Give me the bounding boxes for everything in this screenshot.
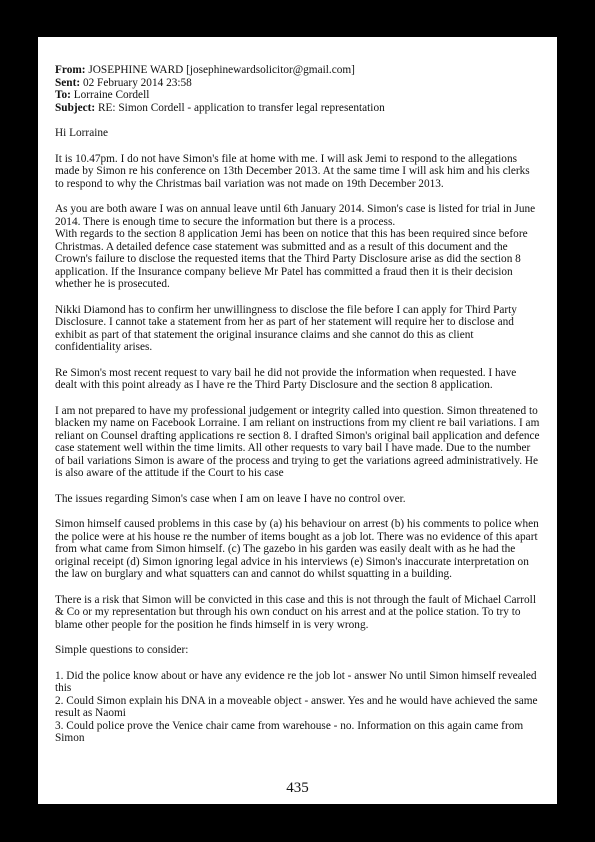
- paragraph: As you are both aware I was on annual leave until 6th January 2014. Simon's case is listed for trial in June 2014. There is enough time to secure the information but there is a process.: [55, 203, 536, 228]
- paragraph: There is a risk that Simon will be convicted in this case and this is not through the fault of Michael Carroll & Co or my representation but through his own conduct on his arrest and at the police station. To try to blame other people for the position he finds himself in is very wrong.: [55, 593, 536, 631]
- paragraph: Re Simon's most recent request to vary bail he did not provide the information when requested. I have dealt with this point already as I have re the Third Party Disclosure and the section 8 application.: [55, 366, 517, 391]
- to-value: Lorraine Cordell: [73, 89, 150, 101]
- email-body: [55, 64, 541, 745]
- sent-value: 02 February 2014 23:58: [82, 76, 192, 89]
- from-line: [55, 64, 541, 77]
- greeting: Hi Lorraine: [55, 127, 109, 139]
- paragraph: With regards to the section 8 application Jemi has been on notice that this has been required since before Christmas. A detailed defence case statement was submitted and as a result of this document and the Crown's failure to disclose the requested items that the Third Party Disclosure arise as did the section 8 application. If the Insurance company believe Mr Patel has committed a fraud then it is their decision whether he is prosecuted.: [55, 228, 528, 290]
- from-label: From:: [55, 64, 86, 76]
- subject-line: [55, 102, 541, 115]
- question-item: 2. Could Simon explain his DNA in a moveable object - answer. Yes and he would have achieved the same result as Naomi: [55, 694, 538, 719]
- from-value: JOSEPHINE WARD [josephinewardsolicitor@gmail.com]: [88, 64, 355, 76]
- document-page: [38, 37, 557, 804]
- questions-list: [55, 670, 541, 745]
- paragraph: Nikki Diamond has to confirm her unwillingness to disclose the file before I can apply for Third Party Disclosure. I cannot take a statement from her as part of her statement will require her to disclose and exhibit as part of that statement the original insurance claims and she cannot do this as client confidentiality arises.: [55, 303, 517, 353]
- to-label: To:: [55, 89, 71, 101]
- to-line: [55, 89, 541, 102]
- paragraph: The issues regarding Simon's case when I am on leave I have no control over.: [55, 492, 406, 505]
- paragraph: Simon himself caused problems in this case by (a) his behaviour on arrest (b) his comments to police when the police were at his house re the number of items bought as a job lot. There was no evidence of this apart from what came from Simon himself. (c) The gazebo in his garden was easily dealt with as he had the original receipt (d) Simon ignoring legal advice in his interviews (e) Simon's inaccurate interpretation on the law on burglary and what squatters can and cannot do whilst squatting in a building.: [55, 518, 539, 580]
- subject-label: Subject:: [55, 101, 96, 114]
- question-item: 1. Did the police know about or have any evidence re the job lot - answer No until Simon himself revealed this: [55, 669, 537, 694]
- paragraph: I am not prepared to have my professional judgement or integrity called into question. Simon threatened to blacken my name on Facebook Lorraine. I am reliant on instructions from my client re bail variations. I am reliant on Counsel drafting applications re section 8. I drafted Simon's original bail application and defence case statement well within the time limits. All other requests to vary bail I have made. Due to the number of bail variations Simon is aware of the process and trying to get the variations agreed administratively. He is also aware of the attitude if the Court to his case: [55, 404, 540, 479]
- sent-label: Sent:: [55, 76, 81, 89]
- page-number: 435: [286, 780, 309, 796]
- question-item: 3. Could police prove the Venice chair came from warehouse - no. Information on this again came from Simon: [55, 719, 524, 744]
- paragraph: It is 10.47pm. I do not have Simon's file at home with me. I will ask Jemi to respond to the allegations made by Simon re his conference on 13th December 2013. At the same time I will ask him and his clerks to respond to why the Christmas bail variation was not made on 19th December 2013.: [55, 152, 530, 190]
- paragraph: Simple questions to consider:: [55, 644, 189, 656]
- sent-line: [55, 77, 541, 90]
- subject-value: RE: Simon Cordell - application to transfer legal representation: [98, 101, 385, 114]
